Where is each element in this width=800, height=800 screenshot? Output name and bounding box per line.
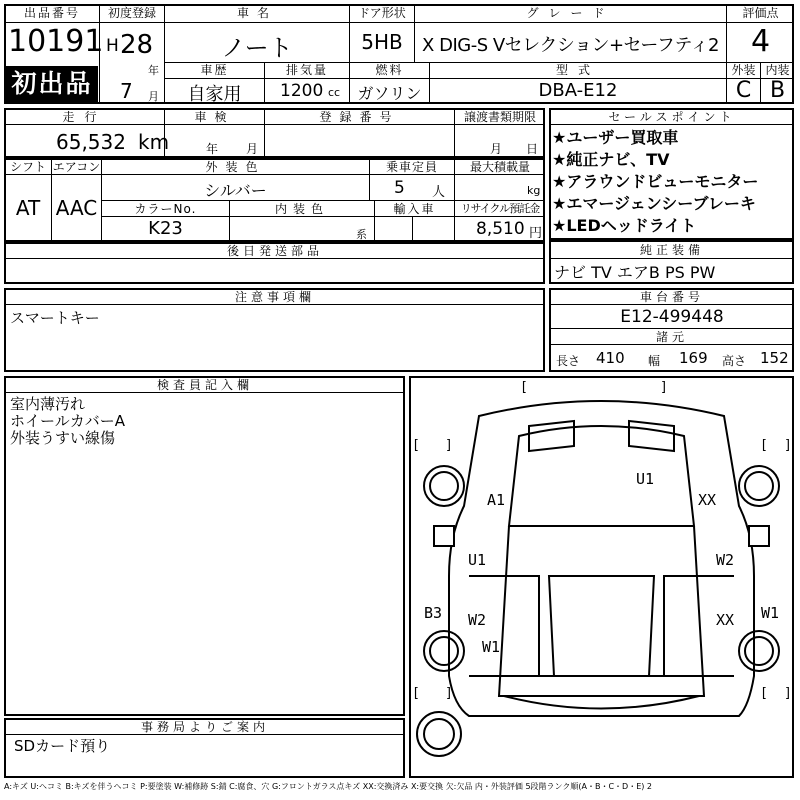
divider (412, 216, 413, 242)
inspection-month-unit: 月 (246, 142, 259, 156)
damage-mark: XX (716, 611, 735, 629)
exterior-color: シルバー (204, 181, 267, 200)
divider (549, 304, 794, 305)
capacity-unit: 人 (432, 185, 446, 200)
damage-mark: W1 (761, 604, 780, 622)
exterior-score: C (735, 78, 752, 103)
lot-number-label: 出品番号 (23, 6, 80, 20)
grade: X DIG-S Vセレクション+セーフティ2 (422, 35, 719, 56)
divider (164, 78, 726, 79)
divider (4, 258, 545, 259)
interior-score: B (769, 78, 786, 103)
month-unit: 月 (148, 90, 159, 103)
max-load-unit: kg (527, 184, 541, 197)
transfer-deadline-label: 譲渡書類期限 (463, 110, 536, 124)
model-code-label: 型式 (555, 63, 600, 77)
aircon: AAC (55, 196, 98, 220)
model-code: DBA-E12 (538, 80, 618, 101)
sales-points-list (552, 127, 792, 237)
score: 4 (750, 24, 771, 59)
capacity-label: 乗車定員 (385, 160, 438, 174)
equipment-value: ナビ TV エアB PS PW (554, 263, 716, 282)
interior-color-unit: 系 (356, 228, 367, 241)
exterior-label: 外装 (731, 63, 756, 77)
inspector-label: 検査員記入欄 (156, 378, 253, 392)
history: 自家用 (187, 84, 242, 105)
fuel-label: 燃料 (375, 63, 404, 77)
fuel: ガソリン (357, 84, 422, 103)
import-label: 輸入車 (393, 202, 436, 216)
registration-number-label: 登録番号 (319, 110, 400, 124)
door-type-label: ドア形状 (358, 6, 406, 20)
sales-point-item: ★アラウンドビューモニター (552, 172, 759, 191)
color-number: K23 (148, 218, 183, 239)
max-load-label: 最大積載量 (469, 160, 530, 174)
first-listing-badge: 初出品 (6, 66, 98, 102)
first-registration-label: 初度登録 (107, 6, 156, 20)
inspector-note: 室内薄汚れ (10, 395, 86, 413)
history-label: 車歴 (200, 63, 229, 77)
registration-month: 7 (120, 79, 133, 103)
cautions-value: スマートキー (10, 309, 100, 327)
divider (4, 124, 545, 125)
divider (4, 174, 545, 175)
chassis-number: E12-499448 (620, 307, 724, 327)
interior-color-label: 内装色 (274, 202, 329, 216)
shift: AT (15, 196, 41, 220)
displacement: 1200 (280, 81, 324, 101)
bracket-rear-center: ] (660, 380, 668, 395)
length-label: 長さ (556, 354, 581, 368)
bracket-left-bottom: ] (445, 686, 453, 701)
sales-point-item: ★純正ナビ、TV (552, 150, 670, 169)
damage-mark: W1 (482, 638, 501, 656)
bracket-right-bottom: ] (784, 686, 792, 701)
recycle-fee: 8,510 (476, 219, 525, 239)
cautions-label: 注意事項欄 (234, 290, 315, 304)
divider (549, 328, 794, 329)
bracket-left-top: [ (412, 438, 420, 453)
mileage-label: 走行 (62, 110, 107, 124)
dimensions-label: 諸元 (655, 330, 688, 344)
damage-mark: W2 (468, 611, 487, 629)
year-unit: 年 (148, 64, 159, 77)
divider (4, 22, 100, 23)
bracket-right-bottom: [ (760, 686, 768, 701)
divider (101, 216, 545, 217)
height: 152 (760, 349, 789, 367)
divider (99, 22, 726, 23)
divider (726, 22, 794, 23)
damage-mark: U1 (636, 470, 655, 488)
grade-label: グレード (526, 6, 615, 20)
inspection-year-unit: 年 (206, 142, 219, 156)
sales-point-item: ★LEDヘッドライト (552, 216, 697, 235)
divider (549, 258, 794, 259)
bracket-left-bottom: [ (412, 686, 420, 701)
office-notice-value: SDカード預り (14, 737, 111, 755)
door-type: 5HB (361, 30, 403, 54)
divider (549, 344, 794, 345)
transfer-day-unit: 日 (526, 142, 539, 156)
later-parts-label: 後日発送部品 (226, 244, 323, 258)
bracket-right-top: [ (760, 438, 768, 453)
divider (4, 392, 405, 393)
height-label: 高さ (722, 354, 747, 368)
chassis-number-label: 車台番号 (639, 290, 704, 304)
damage-mark: XX (698, 491, 717, 509)
damage-mark: W2 (716, 551, 735, 569)
displacement-label: 排気量 (285, 63, 328, 77)
car-name: ノート (221, 34, 293, 62)
era: H (106, 36, 119, 56)
exterior-color-label: 外装色 (205, 160, 266, 174)
equipment-label: 純正装備 (639, 243, 704, 257)
office-notice-label: 事務局よりご案内 (140, 720, 269, 734)
divider (4, 734, 405, 735)
interior-label: 内装 (765, 63, 790, 77)
inspection-label: 車検 (194, 110, 235, 124)
legend-text: A:キズ U:ヘコミ B:キズを伴うヘコミ P:要塗装 W:補修跡 S:錆 C:腐食、穴 G:フロントガラス点キズ XX:交換済み X:要交換 欠:欠品 内・外装評価 5段階ランク順(A・B・C・D・E) 2 (4, 782, 653, 791)
bracket-rear-center: [ (520, 380, 528, 395)
divider (4, 304, 545, 305)
inspector-note: ホイールカバーA (10, 412, 125, 430)
color-number-label: カラーNo. (134, 202, 197, 216)
bracket-left-top: ] (445, 438, 453, 453)
damage-mark: B3 (424, 604, 443, 622)
score-label: 評価点 (742, 6, 779, 20)
bracket-right-top: ] (784, 438, 792, 453)
shift-label: シフト (9, 160, 46, 174)
sales-point-item: ★ユーザー買取車 (552, 128, 679, 147)
mileage: 65,532 (56, 130, 126, 154)
divider (549, 124, 794, 125)
recycle-fee-label: リサイクル預託金 (460, 202, 540, 215)
aircon-label: エアコン (52, 160, 101, 174)
car-name-label: 車名 (236, 6, 277, 20)
recycle-fee-unit: 円 (529, 226, 543, 241)
registration-year: 28 (120, 30, 154, 60)
damage-mark: U1 (468, 551, 487, 569)
car-diagram (409, 376, 794, 778)
displacement-unit: cc (328, 86, 341, 99)
sales-points-label: セールスポイント (608, 110, 736, 124)
transfer-month-unit: 月 (490, 142, 503, 156)
inspector-note: 外装うすい線傷 (10, 429, 116, 447)
sales-point-item: ★エマージェンシーブレーキ (552, 194, 756, 213)
capacity: 5 (394, 178, 405, 198)
length: 410 (596, 349, 625, 367)
width-label: 幅 (648, 354, 661, 368)
damage-mark: A1 (487, 491, 506, 509)
lot-number: 10191 (8, 24, 104, 59)
mileage-unit: km (138, 130, 170, 154)
inspector-notes (10, 396, 125, 447)
width: 169 (679, 349, 708, 367)
